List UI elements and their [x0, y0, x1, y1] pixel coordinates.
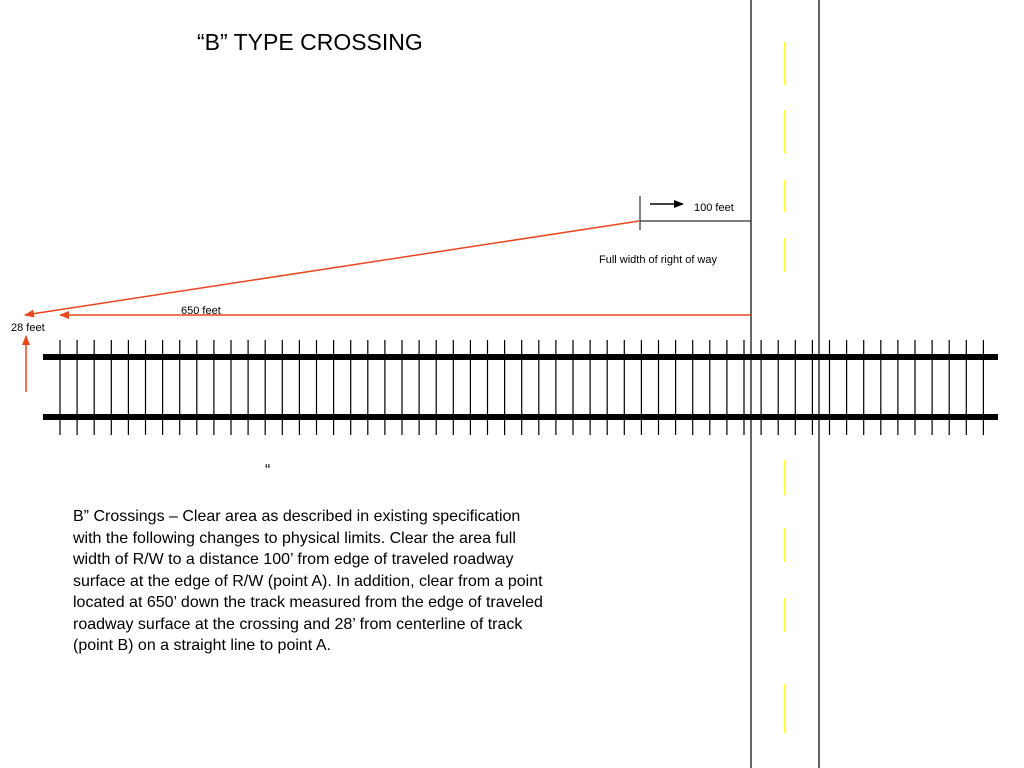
description-line: roadway surface at the crossing and 28’ from centerline of track: [73, 615, 523, 633]
label-100-feet: 100 feet: [694, 202, 734, 214]
description-line: with the following changes to physical limits. Clear the area full: [73, 529, 516, 547]
description-line: B” Crossings – Clear area as described in existing specification: [73, 508, 521, 525]
label-full-width: Full width of right of way: [599, 254, 717, 266]
description-line: (point B) on a straight line to point A.: [73, 637, 331, 654]
label-650-feet: 650 feet: [181, 305, 221, 317]
open-quote-mark: “: [265, 462, 271, 479]
description-line: surface at the edge of R/W (point A). In addition, clear from a point: [73, 572, 543, 590]
diagram-title: “B” TYPE CROSSING: [197, 29, 423, 55]
description-line: located at 650’ down the track measured from the edge of traveled: [73, 594, 543, 611]
crossing-description: [73, 506, 613, 657]
diagonal-clear-line: [25, 221, 639, 315]
label-28-feet: 28 feet: [11, 322, 45, 334]
description-line: width of R/W to a distance 100’ from edge of traveled roadway: [73, 551, 514, 568]
